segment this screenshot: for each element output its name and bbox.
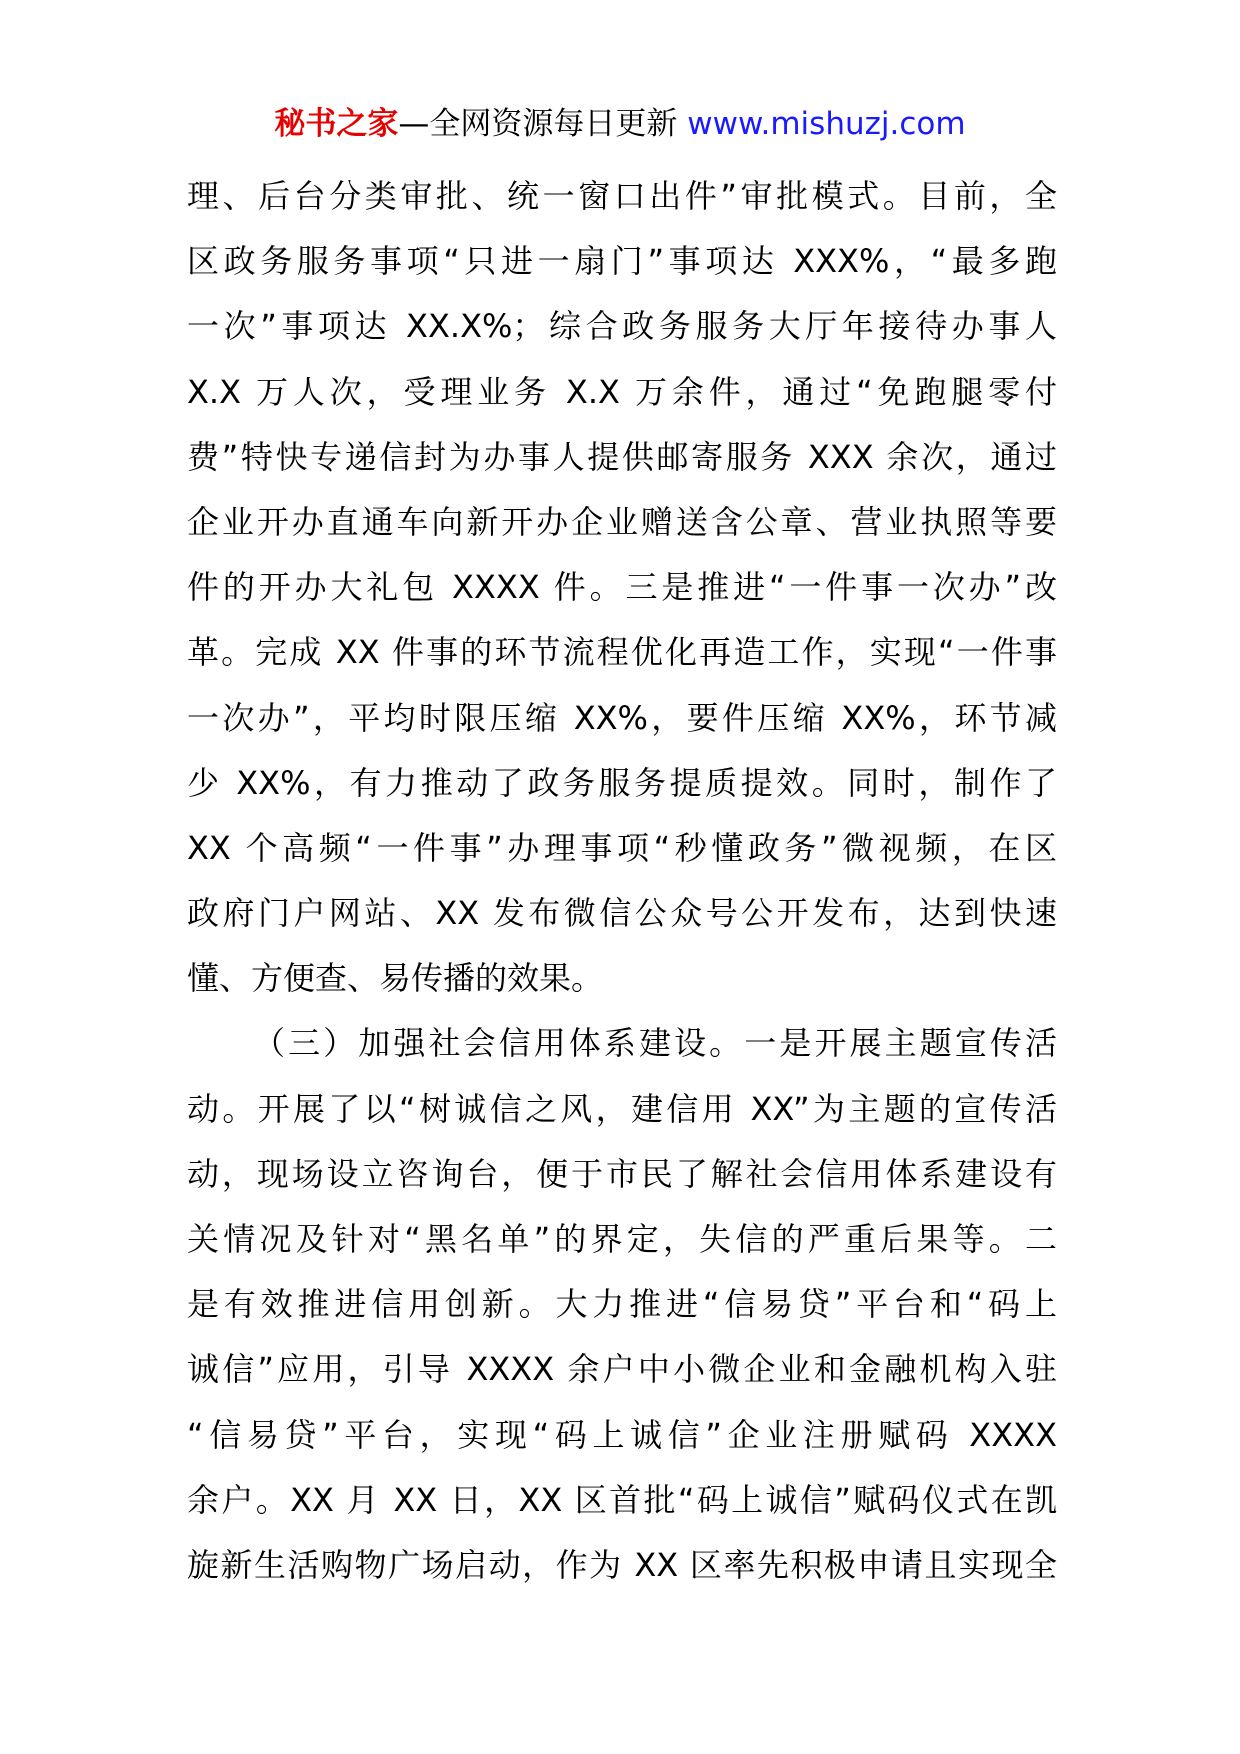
text-line: 动，现场设立咨询台，便于市民了解社会信用体系建设有 <box>187 1154 1057 1193</box>
text-line: X.X 万人次，受理业务 X.X 万余件，通过“免跑腿零付 <box>187 372 1057 411</box>
text-line: 诚信”应用，引导 XXXX 余户中小微企业和金融机构入驻 <box>187 1350 1057 1389</box>
text-line: 动。开展了以“树诚信之风，建信用 XX”为主题的宣传活 <box>187 1089 1057 1128</box>
text-line: XX 个高频“一件事”办理事项“秒懂政务”微视频，在区 <box>187 828 1057 867</box>
text-line: 关情况及针对“黑名单”的界定，失信的严重后果等。二 <box>187 1220 1057 1258</box>
section-heading-line: （三）加强社会信用体系建设。一是开展主题宣传活 <box>253 1024 1057 1063</box>
site-tagline: —全网资源每日更新 <box>398 106 688 142</box>
site-brand: 秘书之家 <box>274 106 399 142</box>
text-line: 少 XX%，有力推动了政务服务提质提效。同时，制作了 <box>187 763 1057 802</box>
text-line: 一次办”，平均时限压缩 XX%，要件压缩 XX%，环节减 <box>187 698 1057 737</box>
text-line: 一次”事项达 XX.X%；综合政务服务大厅年接待办事人 <box>187 307 1057 346</box>
text-line: 费”特快专递信封为办事人提供邮寄服务 XXX 余次，通过 <box>187 437 1057 476</box>
text-line: 革。完成 XX 件事的环节流程优化再造工作，实现“一件事 <box>187 633 1057 672</box>
site-url-link[interactable]: www.mishuzj.com <box>687 106 966 142</box>
text-line: 旋新生活购物广场启动，作为 XX 区率先积极申请且实现全 <box>187 1545 1057 1584</box>
text-line: 是有效推进信用创新。大力推进“信易贷”平台和“码上 <box>187 1285 1057 1324</box>
text-line: 件的开办大礼包 XXXX 件。三是推进“一件事一次办”改 <box>187 568 1057 607</box>
text-line: 懂、方便查、易传播的效果。 <box>187 959 604 998</box>
text-line: 政府门户网站、XX 发布微信公众号公开发布，达到快速 <box>187 894 1057 933</box>
page-header <box>0 100 1240 148</box>
text-line: 余户。XX 月 XX 日，XX 区首批“码上诚信”赋码仪式在凯 <box>187 1480 1057 1519</box>
text-line: 理、后台分类审批、统一窗口出件”审批模式。目前，全 <box>187 177 1057 215</box>
text-line: “信易贷”平台，实现“码上诚信”企业注册赋码 XXXX <box>187 1415 1057 1454</box>
text-line: 企业开办直通车向新开办企业赠送含公章、营业执照等要 <box>187 502 1057 541</box>
text-line: 区政务服务事项“只进一扇门”事项达 XXX%，“最多跑 <box>187 242 1057 281</box>
document-body <box>187 164 1057 1598</box>
